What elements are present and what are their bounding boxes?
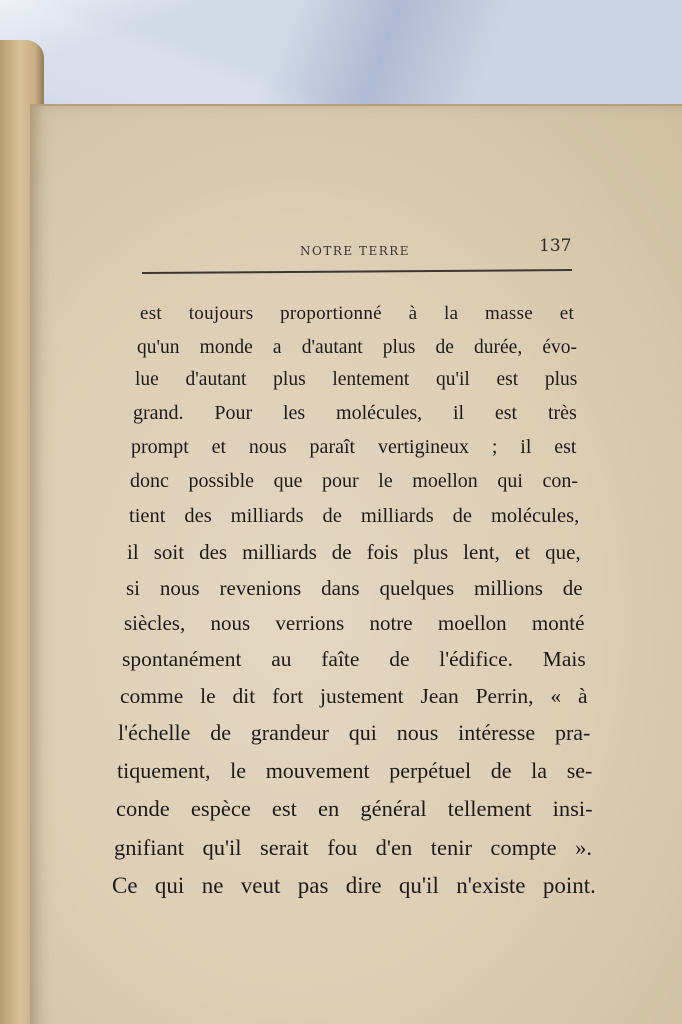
text-line: il soit des milliards de fois plus lent, et que, <box>127 540 581 564</box>
text-line: tiquement, le mouvement perpétuel de la se- <box>117 758 593 783</box>
text-line: si nous revenions dans quelques millions de <box>126 576 583 600</box>
text-line: gnifiant qu'il serait fou d'en tenir compte ». <box>114 835 593 860</box>
text-line: conde espèce est en général tellement insi- <box>116 796 593 821</box>
page-number: 137 <box>539 236 572 256</box>
text-line: tient des milliards de milliards de molécules, <box>129 505 580 527</box>
text-line: spontanément au faîte de l'édifice. Mais <box>122 647 586 671</box>
text-line: qu'un monde a d'autant plus de durée, évo- <box>137 337 578 358</box>
text-line: est toujours proportionné à la masse et <box>140 303 575 324</box>
text-line: lue d'autant plus lentement qu'il est plus <box>135 369 578 390</box>
running-title: NOTRE TERRE <box>300 244 411 258</box>
text-line: grand. Pour les molécules, il est très <box>133 402 577 424</box>
text-line: comme le dit fort justement Jean Perrin, « à <box>120 684 588 708</box>
text-line: prompt et nous paraît vertigineux ; il est <box>131 436 577 458</box>
text-line: siècles, nous verrions notre moellon monté <box>124 611 585 635</box>
text-line: l'échelle de grandeur qui nous intéresse pra- <box>118 720 591 745</box>
text-line: Ce qui ne veut pas dire qu'il n'existe point. <box>112 873 596 898</box>
text-line: donc possible que pour le moellon qui con- <box>130 470 579 492</box>
